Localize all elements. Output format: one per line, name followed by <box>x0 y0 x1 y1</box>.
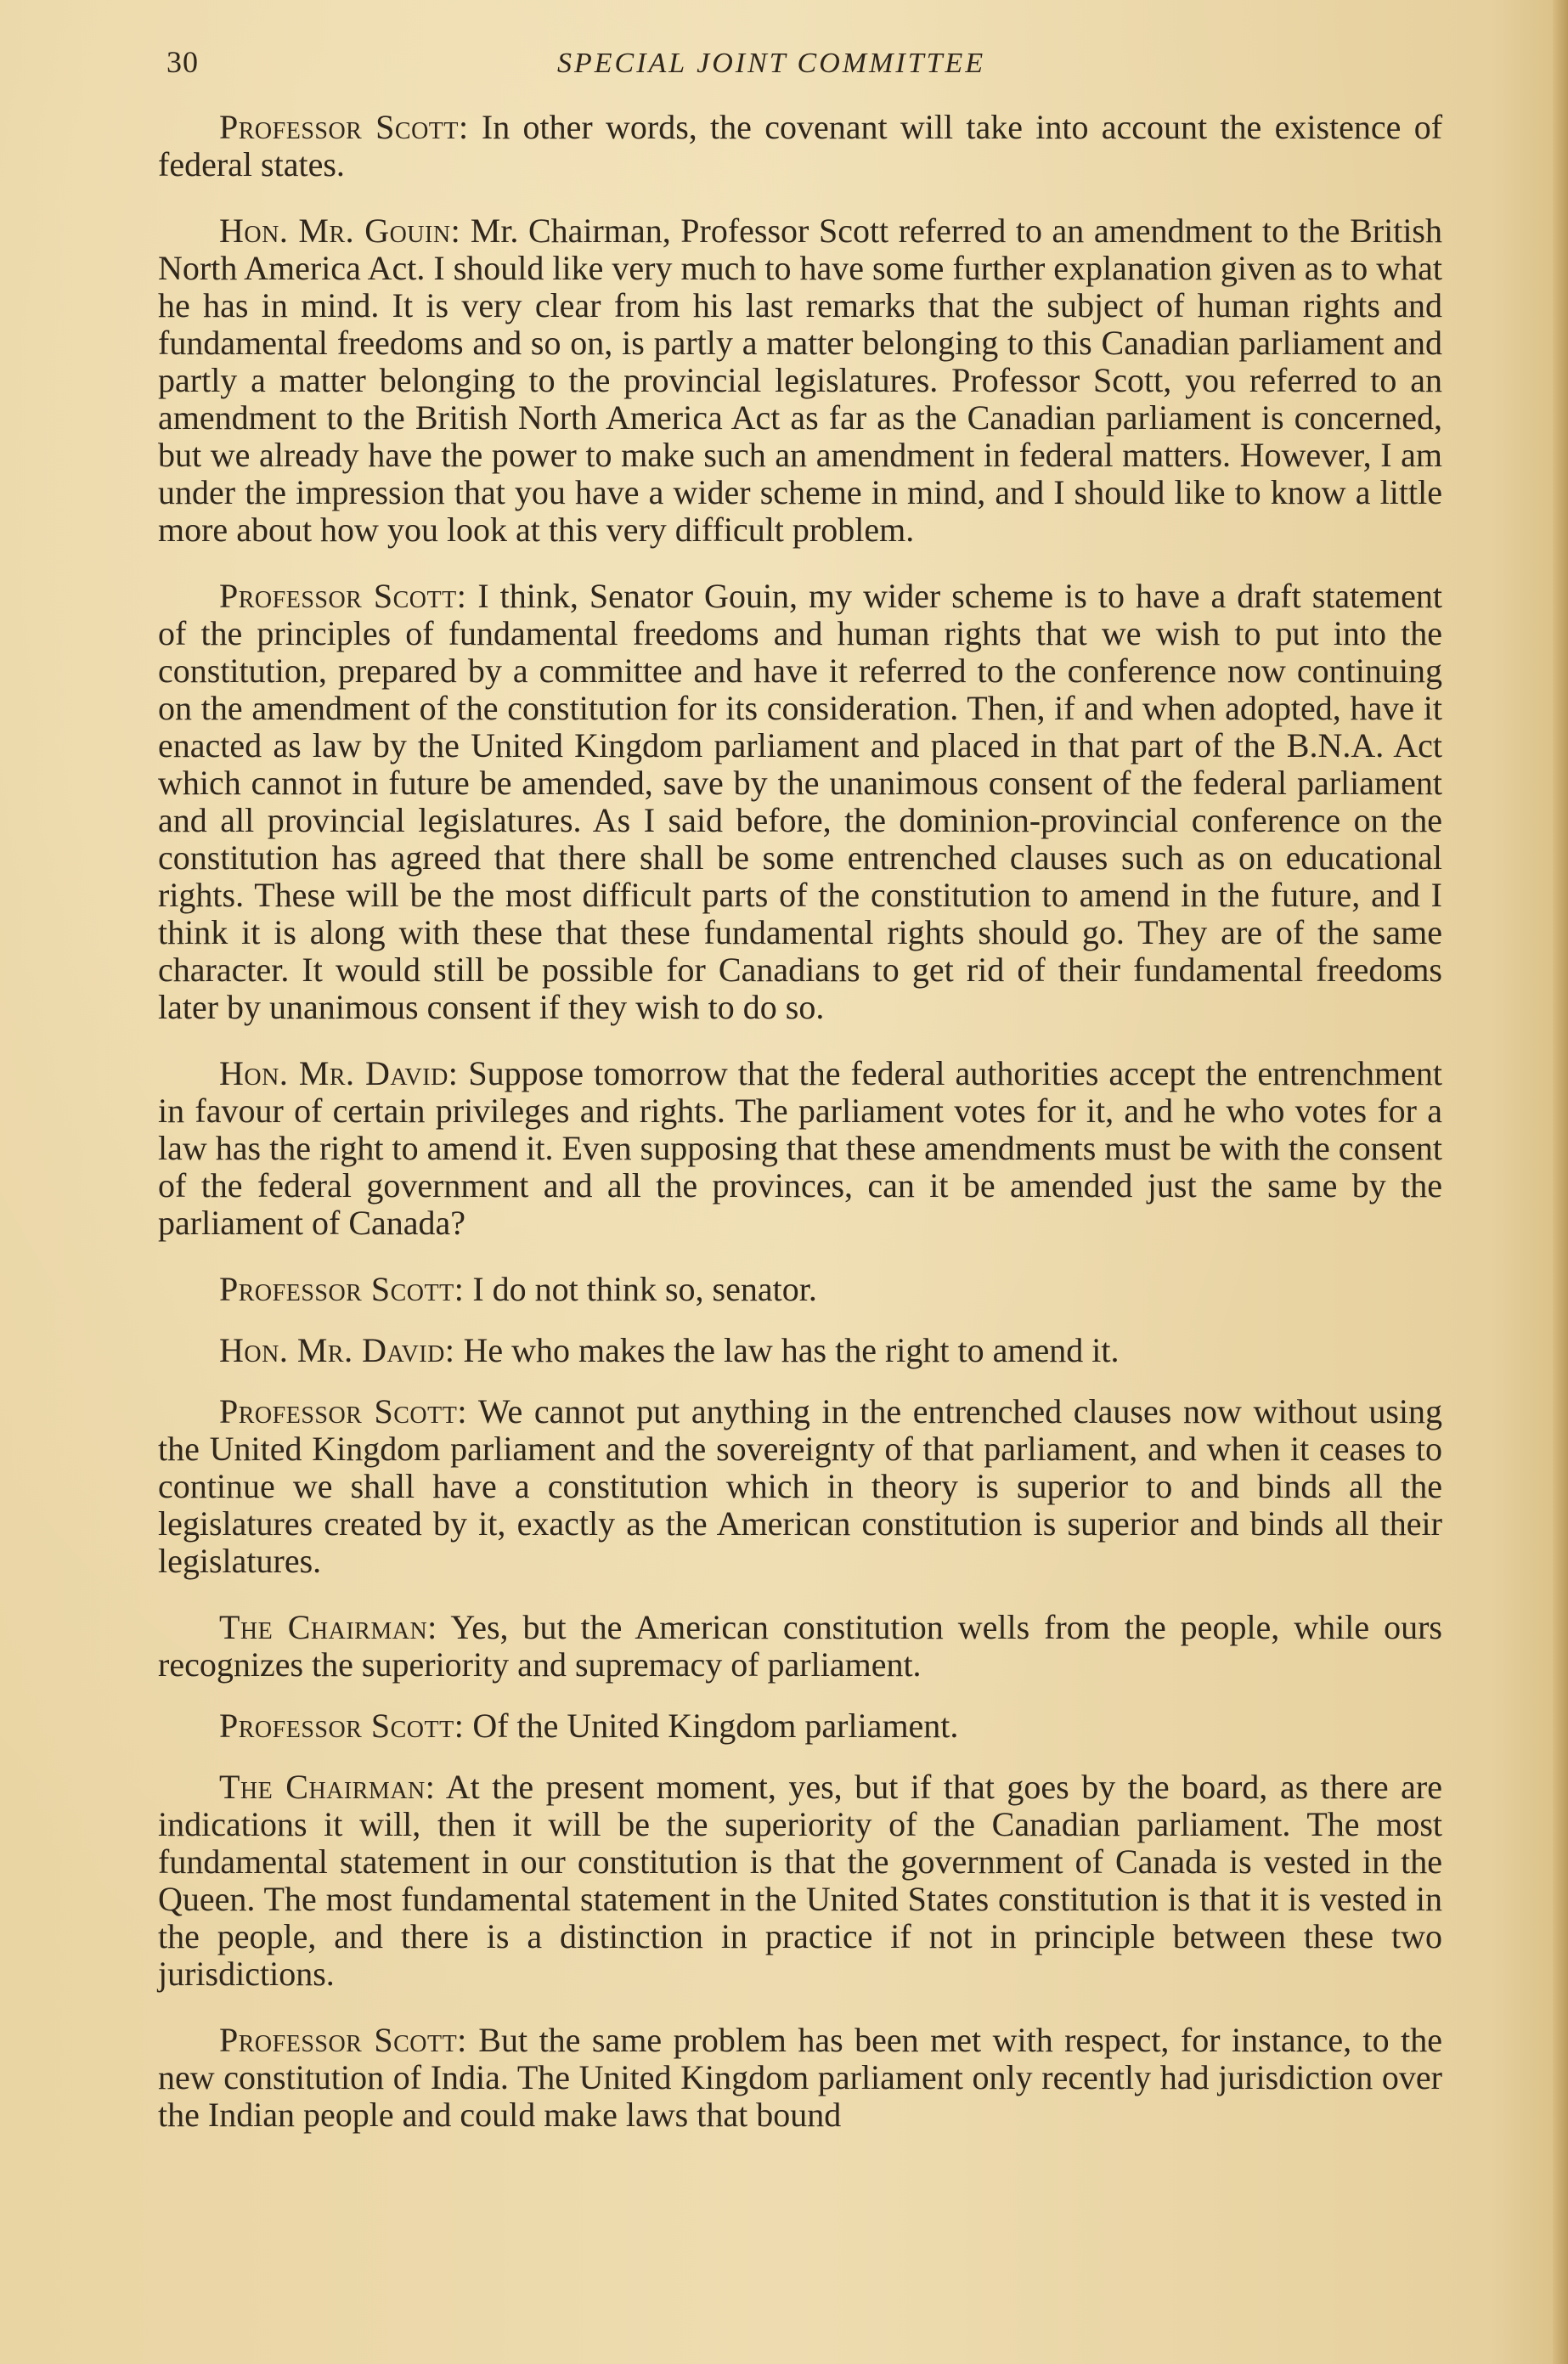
paragraph-text: Mr. Chairman, Professor Scott referred to an amendment to the British North America Act. I should like very much to have some further explanation given as to what he has in mind. It is very clear from his last remarks that the subject of human rights and fundamental freedoms and so on, is partly a matter belonging to this Canadian parliament and partly a matter belonging to the provincial legislatures. Professor Scott, you referred to an amendment to the British North America Act as far as the Canadian parliament is concerned, but we already have the power to make such an amendment in federal matters. However, I am under the impression that you have a wider scheme in mind, and I should like to know a little more about how you look at this very difficult problem. <box>158 212 1442 549</box>
paragraph-text: We cannot put anything in the entrenched clauses now without using the United Kingdom parliament and the sovereignty of that parliament, and when it ceases to continue we shall have a constitution which in theory is superior to and binds all the legislatures created by it, exactly as the American constitution is superior and binds all their legislatures. <box>158 1392 1443 1580</box>
paragraph-text: He who makes the law has the right to amend it. <box>463 1331 1120 1369</box>
paragraph-text: Of the United Kingdom parliament. <box>472 1707 959 1745</box>
paragraph-8 <box>158 1609 1442 1684</box>
paragraph-text: I think, Senator Gouin, my wider scheme is to have a draft statement of the principles of fundamental freedoms and human rights that we wish to put into the constitution, prepared by a committee and have it referred to the conference now continuing on the amendment of the constitution for its consideration. Then, if and when adopted, have it enacted as law by the United Kingdom parliament and placed in that part of the B.N.A. Act which cannot in future be amended, save by the unanimous consent of the federal parliament and all provincial legislatures. As I said before, the dominion-provincial conference on the constitution has agreed that there shall be some entrenched clauses such as on educational rights. These will be the most difficult parts of the constitution to amend in the future, and I think it is along with these that these fundamental rights should go. They are of the same character. It would still be possible for Canadians to get rid of their fundamental freedoms later by unanimous consent if they wish to do so. <box>158 577 1442 1026</box>
paragraph-text: At the present moment, yes, but if that goes by the board, as there are indications it will, then it will be the superiority of the Canadian parliament. The most fundamental statement in our constitution is that the government of Canada is vested in the Queen. The most fundamental statement in the United States constitution is that it is vested in the people, and there is a distinction in practice if not in principle between these two jurisdictions. <box>158 1768 1442 1993</box>
paragraph-7 <box>158 1393 1442 1580</box>
page-header <box>166 44 1441 95</box>
paragraph-2 <box>158 212 1442 549</box>
speaker-label: Professor Scott: <box>219 577 467 615</box>
running-head: SPECIAL JOINT COMMITTEE <box>557 48 986 79</box>
speaker-label: Hon. Mr. David: <box>219 1331 455 1369</box>
paragraph-text: Suppose tomorrow that the federal authorities accept the entrenchment in favour of certain privileges and rights. The parliament votes for it, and he who votes for a law has the right to amend it. Even supposing that these amendments must be with the consent of the federal government and all the provinces, can it be amended just the same by the parliament of Canada? <box>158 1054 1443 1242</box>
speaker-label: Professor Scott: <box>219 1392 467 1430</box>
paragraph-5 <box>158 1271 1442 1308</box>
paragraph-4 <box>158 1055 1442 1242</box>
paragraph-text: I do not think so, senator. <box>472 1270 817 1308</box>
paragraph-9 <box>158 1707 1442 1745</box>
page-body <box>158 109 1442 2163</box>
paragraph-10 <box>158 1769 1442 1993</box>
speaker-label: Professor Scott: <box>219 1707 465 1745</box>
speaker-label: Professor Scott: <box>219 2021 467 2059</box>
paragraph-text: But the same problem has been met with respect, for instance, to the new constitution of India. The United Kingdom parliament only recently had jurisdiction over the Indian people and could make laws that bound <box>158 2021 1443 2134</box>
page-edge-shadow <box>1553 0 1568 2364</box>
paragraph-text: Yes, but the American constitution wells from the people, while ours recognizes the superiority and supremacy of parliament. <box>158 1608 1443 1684</box>
paragraph-3 <box>158 578 1442 1026</box>
paragraph-6 <box>158 1332 1442 1369</box>
speaker-label: Professor Scott: <box>219 108 469 146</box>
paragraph-text: In other words, the covenant will take into account the existence of federal states. <box>158 108 1443 183</box>
page-number: 30 <box>166 45 199 79</box>
paragraph-11 <box>158 2022 1442 2134</box>
speaker-label: Hon. Mr. Gouin: <box>219 212 461 250</box>
speaker-label: Hon. Mr. David: <box>219 1054 459 1092</box>
speaker-label: Professor Scott: <box>219 1270 465 1308</box>
speaker-label: The Chairman: <box>219 1768 436 1806</box>
speaker-label: The Chairman: <box>219 1608 437 1646</box>
paragraph-1 <box>158 109 1442 183</box>
